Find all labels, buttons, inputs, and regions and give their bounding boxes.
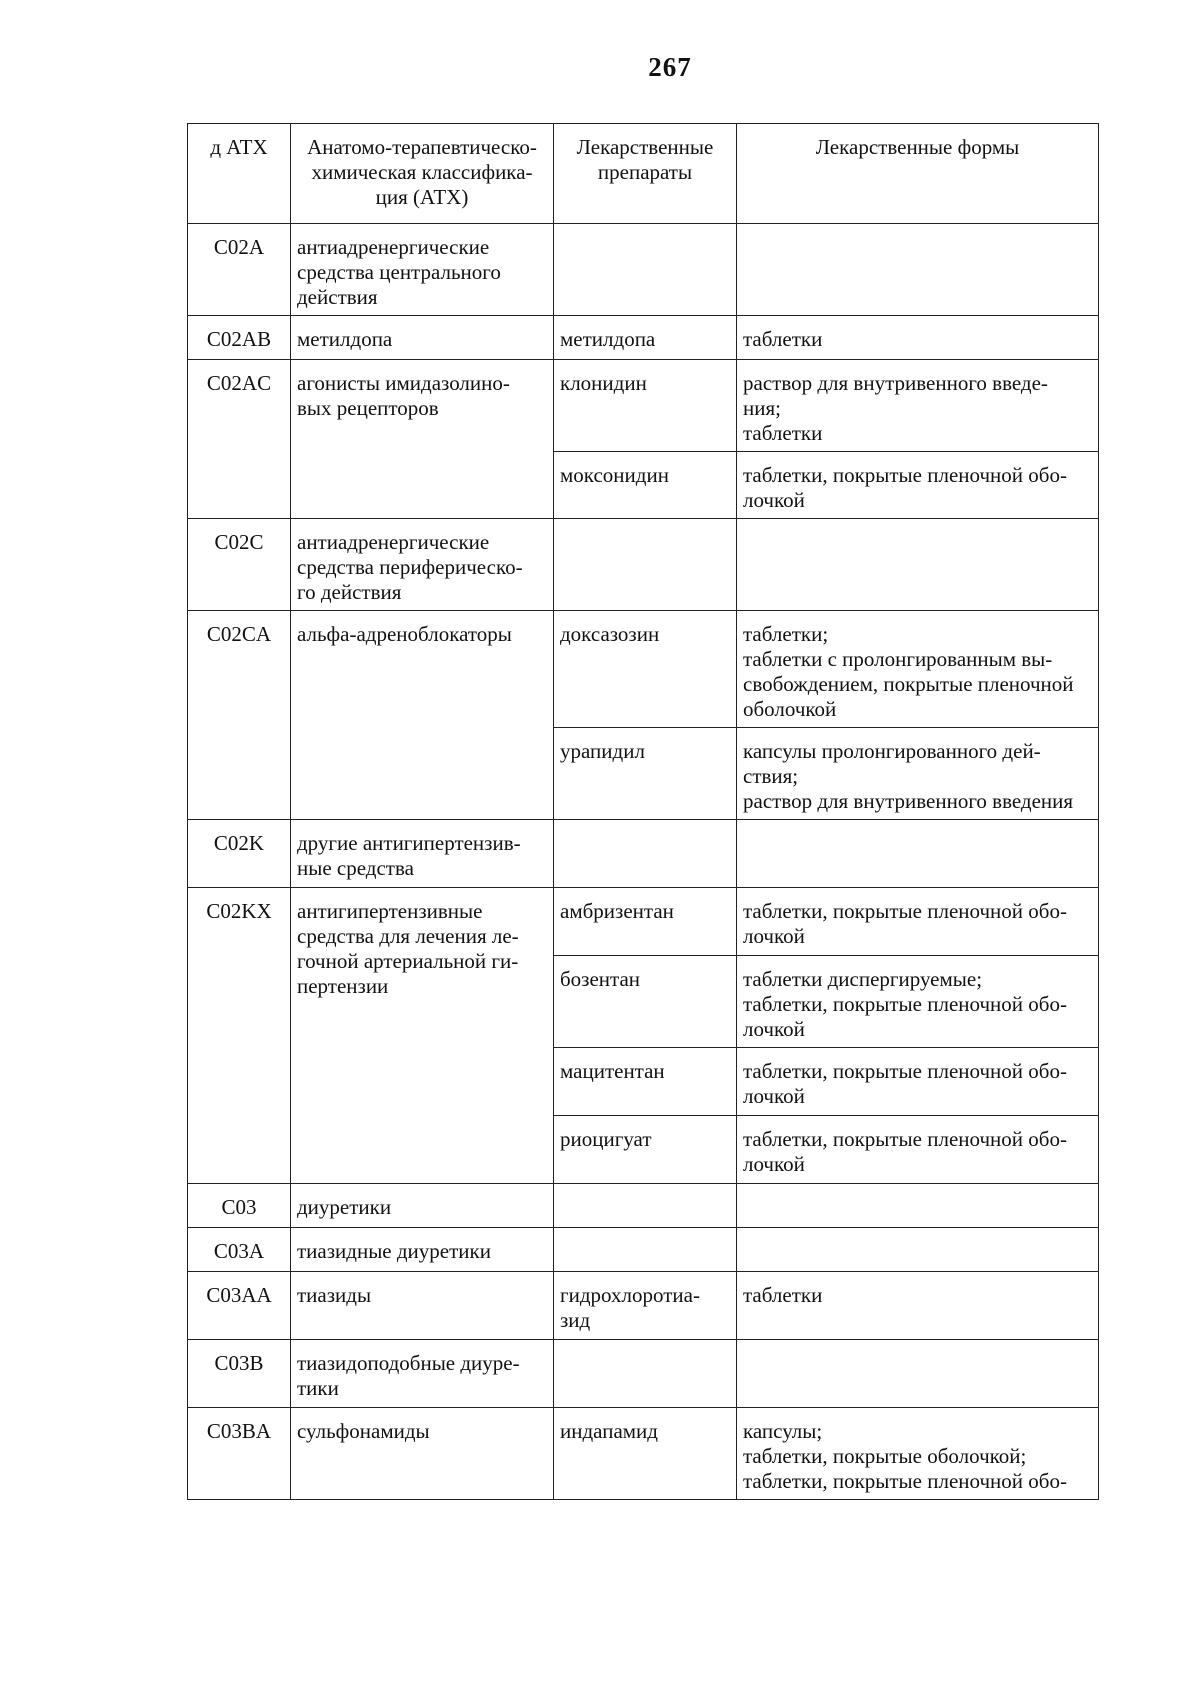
atc-code-cell: C02AB bbox=[188, 316, 291, 360]
table-row bbox=[188, 360, 1099, 452]
atc-group-name-cell: метилдопа bbox=[291, 316, 554, 360]
drug-name-cell: доксазозин bbox=[554, 611, 737, 728]
table-row bbox=[188, 888, 1099, 956]
drug-name-cell: бозентан bbox=[554, 956, 737, 1048]
table-row bbox=[188, 820, 1099, 888]
dosage-form-cell bbox=[737, 1228, 1099, 1272]
atc-group-name-cell: диуретики bbox=[291, 1184, 554, 1228]
drug-name-cell: амбризентан bbox=[554, 888, 737, 956]
atc-code-cell: C02A bbox=[188, 224, 291, 316]
dosage-form-cell: таблетки, покрытые пленочной обо- лочкой bbox=[737, 1116, 1099, 1184]
table-header-row bbox=[188, 124, 1099, 224]
dosage-form-cell: таблетки, покрытые пленочной обо- лочкой bbox=[737, 1048, 1099, 1116]
atc-group-name-cell: другие антигипертензив- ные средства bbox=[291, 820, 554, 888]
table-row bbox=[188, 316, 1099, 360]
atc-code-cell: C02CA bbox=[188, 611, 291, 820]
atc-group-name-cell: агонисты имидазолино- вых рецепторов bbox=[291, 360, 554, 519]
atc-code-cell: C03AA bbox=[188, 1272, 291, 1340]
drug-name-cell bbox=[554, 820, 737, 888]
atc-group-name-cell: антиадренергические средства центрального действия bbox=[291, 224, 554, 316]
atc-group-name-cell: антигипертензивные средства для лечения ле- гочной артериальной ги- пертензии bbox=[291, 888, 554, 1184]
atc-group-name-cell: тиазидоподобные диуре- тики bbox=[291, 1340, 554, 1408]
atc-classification-table bbox=[187, 123, 1099, 1500]
drug-name-cell: моксонидин bbox=[554, 452, 737, 519]
drug-name-cell: риоцигуат bbox=[554, 1116, 737, 1184]
table-row bbox=[188, 224, 1099, 316]
atc-group-name-cell: антиадренергические средства периферическо- го действия bbox=[291, 519, 554, 611]
header-drugs: Лекарственные препараты bbox=[554, 124, 737, 224]
atc-code-cell: C03B bbox=[188, 1340, 291, 1408]
table-row bbox=[188, 1272, 1099, 1340]
atc-group-name-cell: сульфонамиды bbox=[291, 1408, 554, 1500]
dosage-form-cell bbox=[737, 820, 1099, 888]
atc-group-name-cell: альфа-адреноблокаторы bbox=[291, 611, 554, 820]
table-row bbox=[188, 519, 1099, 611]
atc-code-cell: C02K bbox=[188, 820, 291, 888]
dosage-form-cell bbox=[737, 519, 1099, 611]
table-row bbox=[188, 1228, 1099, 1272]
drug-name-cell: индапамид bbox=[554, 1408, 737, 1500]
dosage-form-cell: таблетки диспергируемые; таблетки, покрытые пленочной обо- лочкой bbox=[737, 956, 1099, 1048]
drug-name-cell bbox=[554, 1228, 737, 1272]
drug-name-cell bbox=[554, 1184, 737, 1228]
atc-code-cell: C03BA bbox=[188, 1408, 291, 1500]
drug-name-cell: клонидин bbox=[554, 360, 737, 452]
dosage-form-cell: таблетки, покрытые пленочной обо- лочкой bbox=[737, 888, 1099, 956]
page-number: 267 bbox=[648, 52, 692, 82]
atc-group-name-cell: тиазиды bbox=[291, 1272, 554, 1340]
drug-name-cell bbox=[554, 1340, 737, 1408]
table-row bbox=[188, 1340, 1099, 1408]
drug-name-cell: гидрохлоротиа- зид bbox=[554, 1272, 737, 1340]
atc-code-cell: C02C bbox=[188, 519, 291, 611]
table-row bbox=[188, 1184, 1099, 1228]
dosage-form-cell: капсулы; таблетки, покрытые оболочкой; таблетки, покрытые пленочной обо- bbox=[737, 1408, 1099, 1500]
drug-name-cell: мацитентан bbox=[554, 1048, 737, 1116]
dosage-form-cell: таблетки; таблетки с пролонгированным вы- свобождением, покрытые пленочной оболочкой bbox=[737, 611, 1099, 728]
header-dosage-forms: Лекарственные формы bbox=[737, 124, 1099, 224]
atc-code-cell: C03A bbox=[188, 1228, 291, 1272]
atc-group-name-cell: тиазидные диуретики bbox=[291, 1228, 554, 1272]
dosage-form-cell: таблетки bbox=[737, 316, 1099, 360]
dosage-form-cell: капсулы пролонгированного дей- ствия; раствор для внутривенного введения bbox=[737, 728, 1099, 820]
drug-name-cell: метилдопа bbox=[554, 316, 737, 360]
header-atc-code: д АТХ bbox=[188, 124, 291, 224]
atc-code-cell: C02AC bbox=[188, 360, 291, 519]
table-body bbox=[188, 224, 1099, 1500]
atc-code-cell: C03 bbox=[188, 1184, 291, 1228]
dosage-form-cell bbox=[737, 224, 1099, 316]
drug-name-cell bbox=[554, 519, 737, 611]
table-row bbox=[188, 611, 1099, 728]
dosage-form-cell: раствор для внутривенного введе- ния; таблетки bbox=[737, 360, 1099, 452]
dosage-form-cell bbox=[737, 1184, 1099, 1228]
table-row bbox=[188, 1408, 1099, 1500]
dosage-form-cell: таблетки, покрытые пленочной обо- лочкой bbox=[737, 452, 1099, 519]
dosage-form-cell: таблетки bbox=[737, 1272, 1099, 1340]
drug-name-cell: урапидил bbox=[554, 728, 737, 820]
dosage-form-cell bbox=[737, 1340, 1099, 1408]
header-atc-classification: Анатомо-терапевтическо- химическая классифика- ция (АТХ) bbox=[291, 124, 554, 224]
drug-name-cell bbox=[554, 224, 737, 316]
atc-code-cell: C02KX bbox=[188, 888, 291, 1184]
